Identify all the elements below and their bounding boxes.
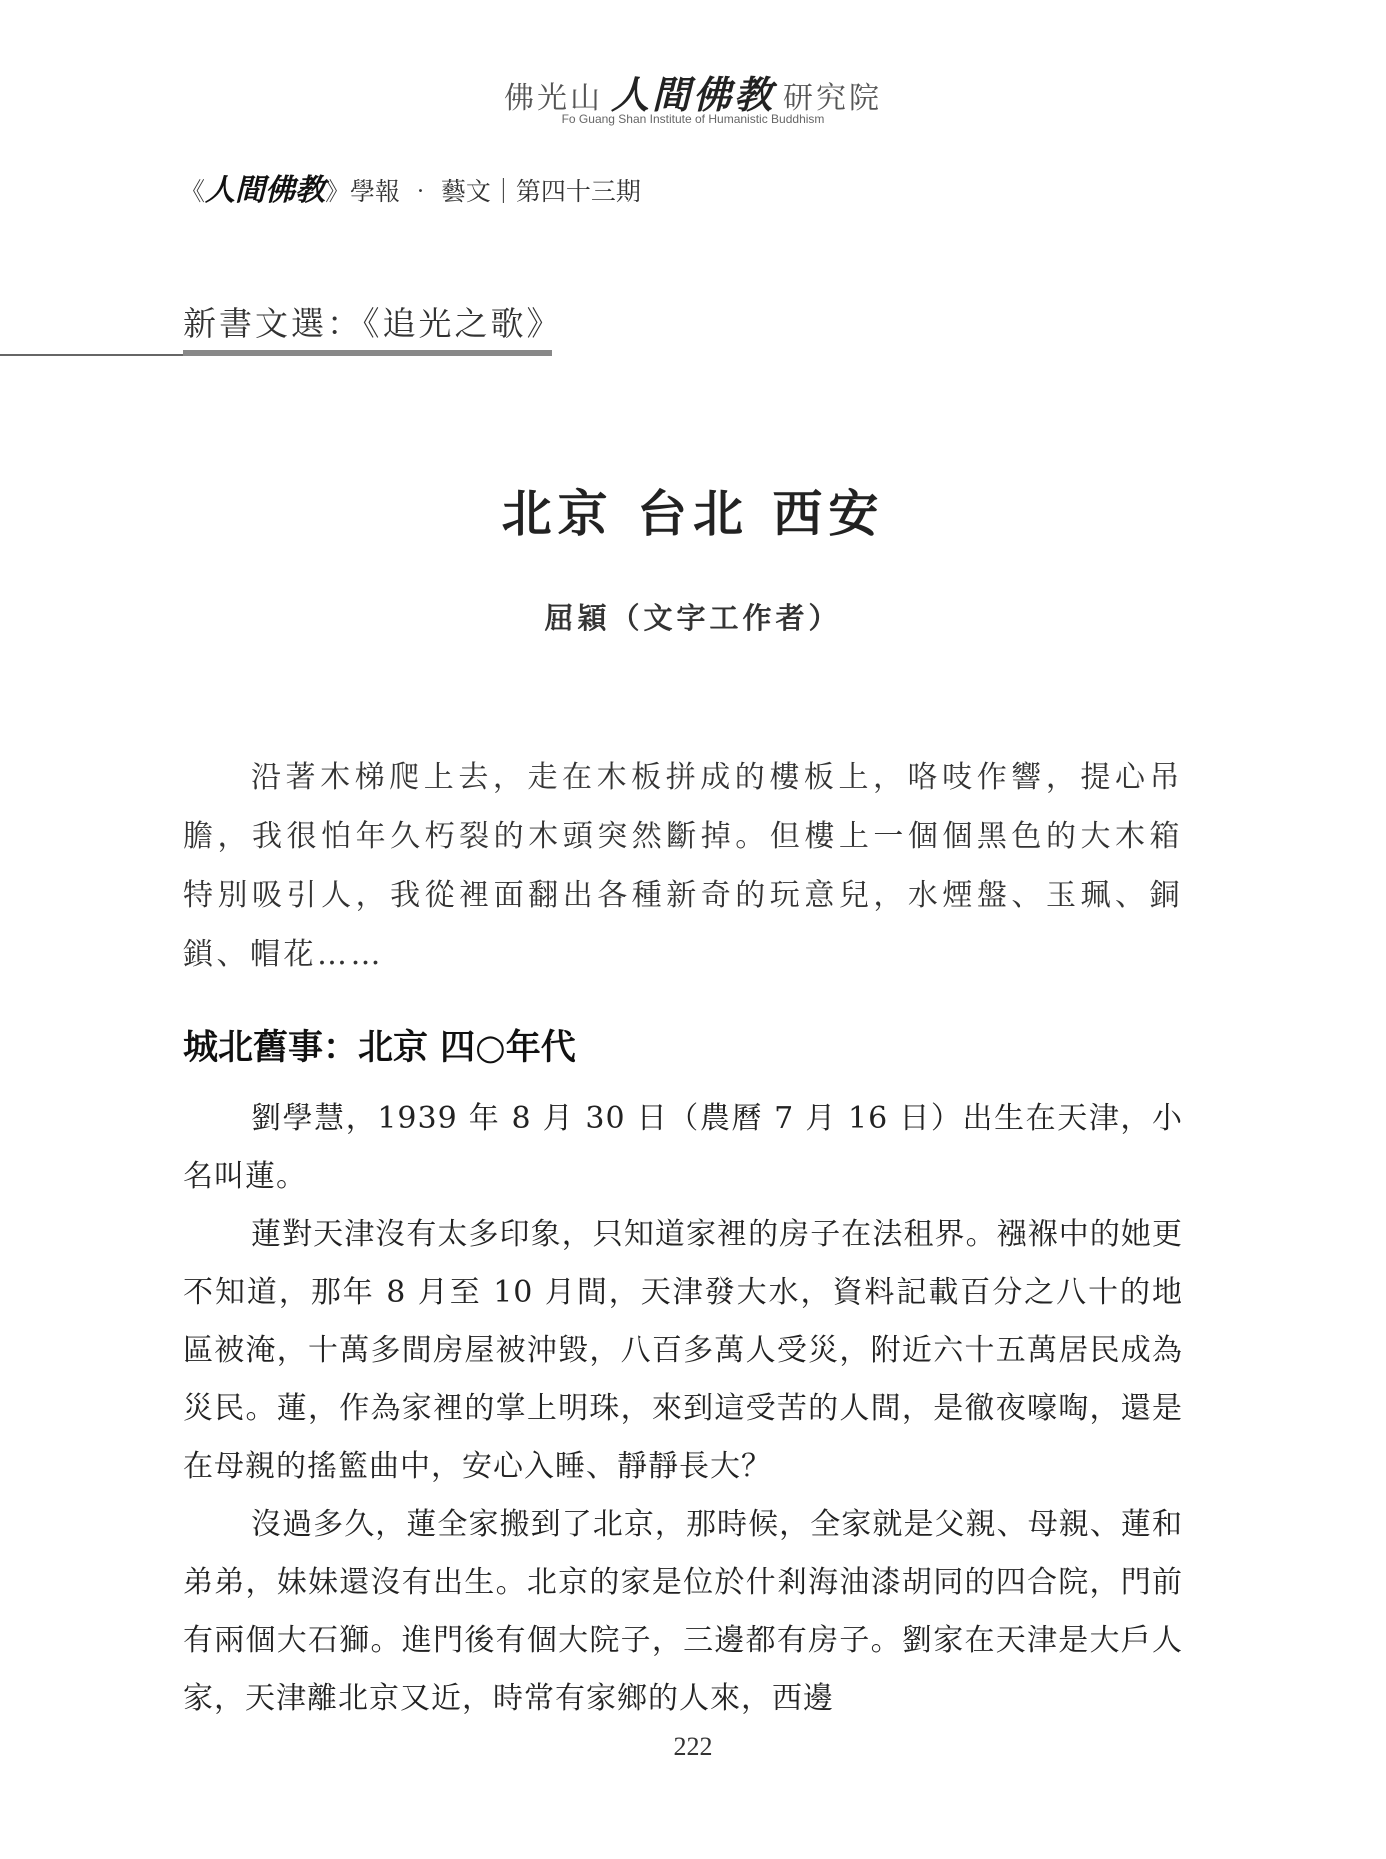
- institute-english-name: Fo Guang Shan Institute of Humanistic Buddhism: [561, 112, 825, 126]
- section-heading: 城北舊事：北京 四○年代: [183, 1028, 576, 1068]
- article-intro: 沿著木梯爬上去，走在木板拼成的樓板上，咯吱作響，提心吊膽，我很怕年久朽裂的木頭突然斷掉。但樓上一個個黑色的大木箱特別吸引人，我從裡面翻出各種新奇的玩意兒，水煙盤、玉珮、銅鎖、帽花……: [183, 760, 1183, 972]
- institute-name: [0, 64, 1386, 119]
- article-body: [183, 1090, 1183, 1728]
- page-number: 222: [673, 1732, 713, 1761]
- body-paragraph-3: 沒過多久，蓮全家搬到了北京，那時候，全家就是父親、母親、蓮和弟弟，妹妹還沒有出生。北京的家是位於什剎海油漆胡同的四合院，門前有兩個大石獅。進門後有個大院子，三邊都有房子。劉家在天津是大戶人家，天津離北京又近，時常有家鄉的人來，西邊: [183, 1507, 1183, 1716]
- section-tag: 新書文選：《追光之歌》: [183, 304, 563, 343]
- section-rule-thick: [183, 350, 552, 356]
- institute-brand-logo: 人間佛教: [610, 72, 775, 117]
- body-paragraph-1: 劉學慧，1939 年 8 月 30 日（農曆 7 月 16 日）出生在天津，小名叫蓮。: [183, 1101, 1183, 1194]
- journal-open-bracket: 《: [180, 177, 206, 206]
- journal-issue-info: 》學報 ‧ 藝文｜第四十三期: [325, 177, 641, 206]
- institute-prefix: 佛光山: [503, 81, 603, 116]
- institute-suffix: 研究院: [783, 81, 882, 116]
- journal-brand-logo: 人間佛教: [205, 173, 326, 208]
- body-paragraph-2: 蓮對天津沒有太多印象，只知道家裡的房子在法租界。襁褓中的她更不知道，那年 8 月至 10 月間，天津發大水，資料記載百分之八十的地區被淹，十萬多間房屋被沖毀，八百多萬人受災，附近六十五萬居民成為災民。蓮，作為家裡的掌上明珠，來到這受苦的人間，是徹夜嚎啕，還是在母親的搖籃曲中，安心入睡、靜靜長大？: [183, 1217, 1183, 1484]
- article-title: 北京 台北 西安: [501, 484, 885, 543]
- journal-running-header: [180, 165, 641, 209]
- article-author: 屈穎（文字工作者）: [544, 601, 842, 635]
